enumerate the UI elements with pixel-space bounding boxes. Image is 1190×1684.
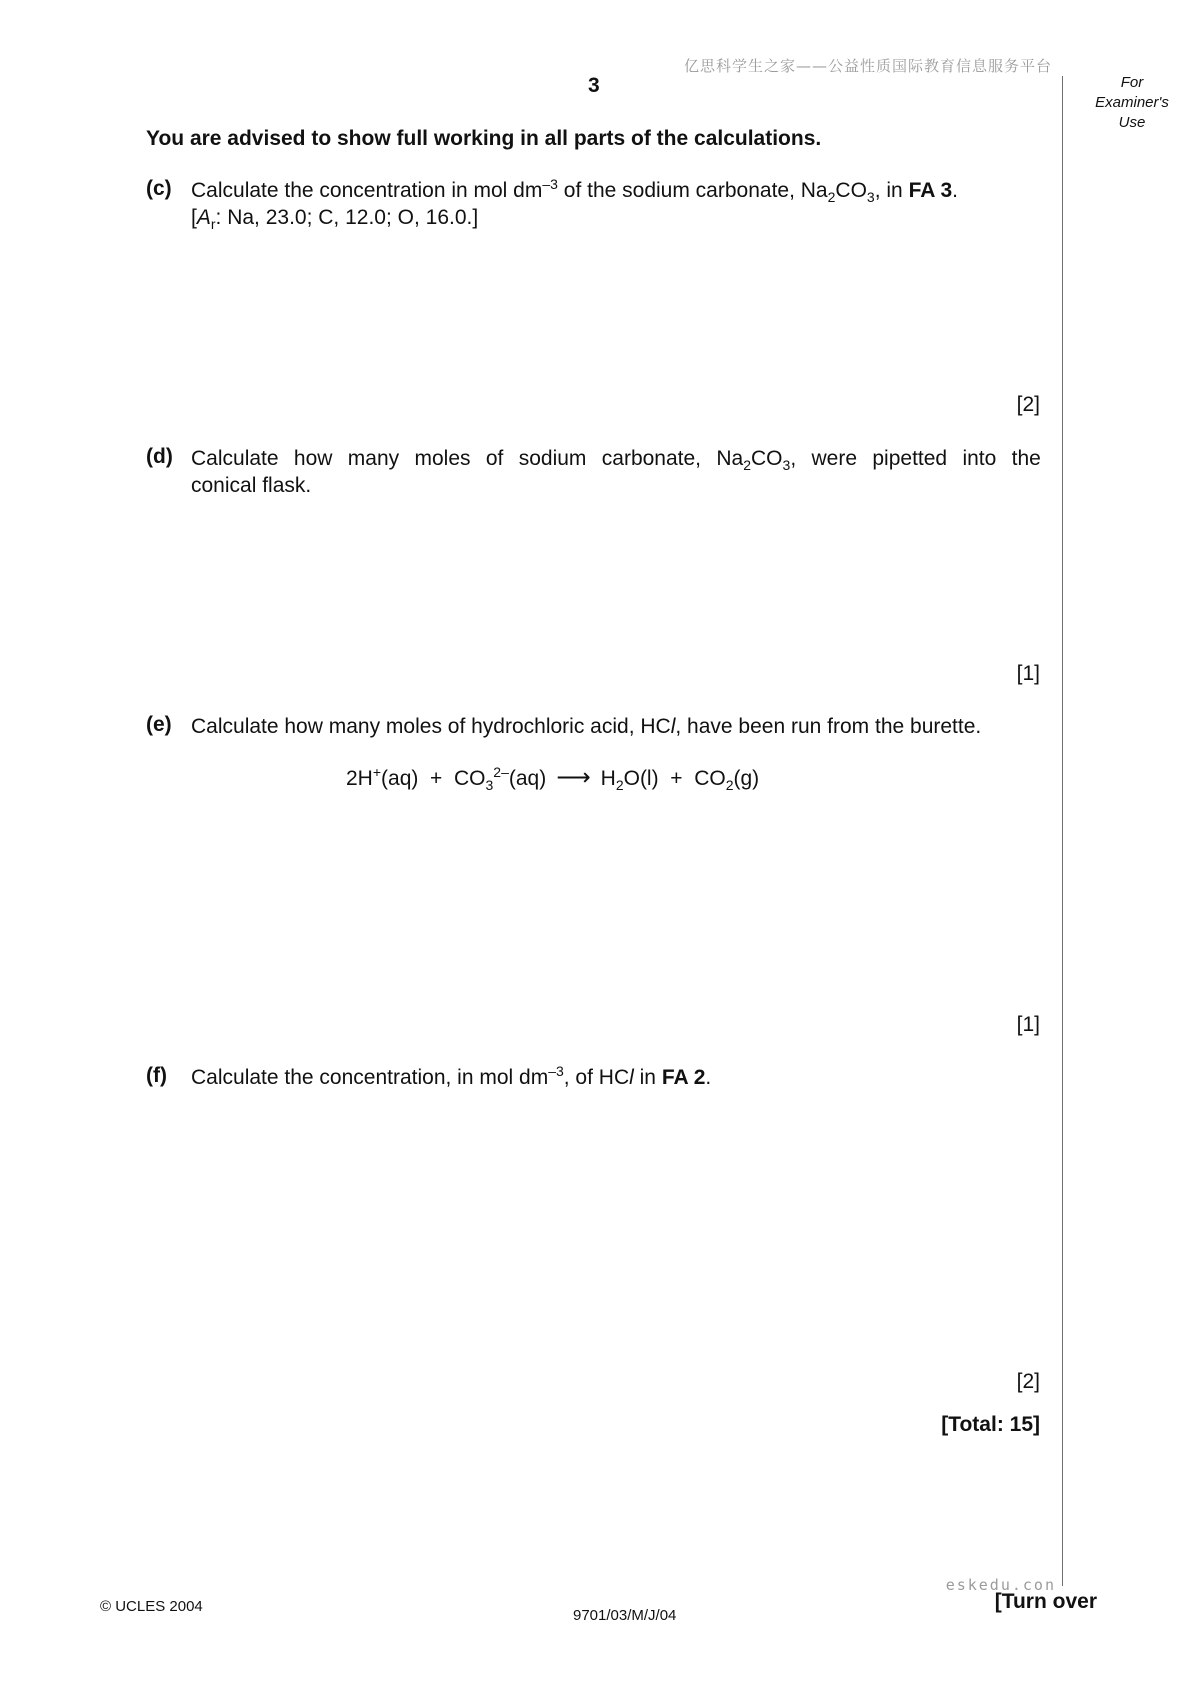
turn-over: [Turn over bbox=[994, 1590, 1097, 1613]
question-d-line-2: conical flask. bbox=[191, 474, 312, 497]
question-d-line-1: Calculate how many moles of sodium carbonate, $Na_2CO_3$, were pipetted into the bbox=[191, 447, 1041, 474]
question-e-label: (e) bbox=[146, 713, 172, 736]
question-c-mark: [2] bbox=[1016, 393, 1040, 416]
reaction-equation: $2H^+(aq) + CO_3^{2-}(aq)$ ⟶ $H_2O(l) + CO_2(g)$ bbox=[346, 764, 760, 794]
reaction-arrow-icon: ⟶ bbox=[556, 764, 591, 791]
footer-watermark: eskedu.con bbox=[945, 1576, 1056, 1594]
examiner-line-2: Examiner's bbox=[1095, 94, 1169, 111]
question-e-mark: [1] bbox=[1016, 1013, 1040, 1036]
question-c-text bbox=[191, 177, 1051, 231]
examiner-line-1: For bbox=[1120, 74, 1144, 91]
working-advice: You are advised to show full working in all parts of the calculations. bbox=[146, 127, 822, 150]
question-e-text: Calculate how many moles of hydrochloric acid, HCl, have been run from the burette. bbox=[191, 715, 982, 738]
question-c-line-2: [$A_r$: Na, 23.0; C, 12.0; O, 16.0.] bbox=[191, 206, 479, 233]
examiner-use-label bbox=[1082, 73, 1182, 133]
question-d-text bbox=[191, 445, 1041, 499]
examiner-line-3: Use bbox=[1118, 114, 1146, 131]
question-c-line-1: Calculate the concentration in mol $dm^{-3}$ of the sodium carbonate, $Na_2CO_3$, in FA 3. bbox=[191, 176, 958, 206]
question-f-mark: [2] bbox=[1016, 1370, 1040, 1393]
question-f-text: Calculate the concentration, in mol $dm^{-3}$, of HCl in FA 2. bbox=[191, 1063, 712, 1089]
question-c-label: (c) bbox=[146, 177, 172, 200]
question-d-label: (d) bbox=[146, 445, 173, 468]
page-number: 3 bbox=[588, 74, 600, 97]
paper-code: 9701/03/M/J/04 bbox=[573, 1607, 677, 1624]
copyright: © UCLES 2004 bbox=[100, 1598, 203, 1615]
header-watermark: 亿思科学生之家——公益性质国际教育信息服务平台 bbox=[683, 57, 1052, 75]
total-marks: [Total: 15] bbox=[941, 1413, 1040, 1436]
question-d-mark: [1] bbox=[1016, 662, 1040, 685]
question-f-label: (f) bbox=[146, 1064, 167, 1087]
examiner-margin-rule bbox=[1062, 76, 1063, 1586]
